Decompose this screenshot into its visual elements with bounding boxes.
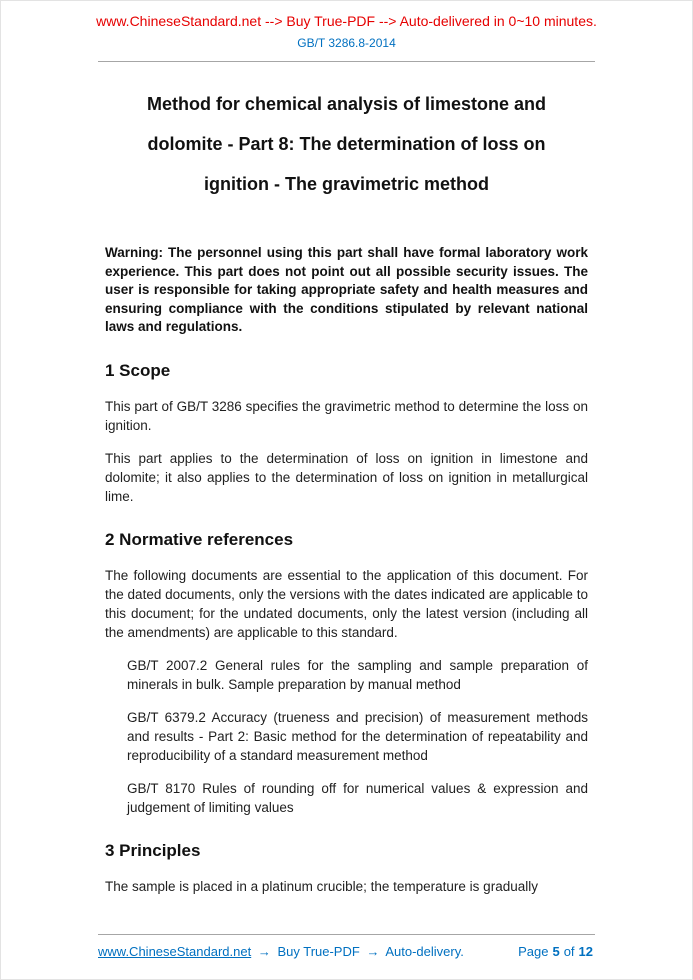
header-divider (98, 61, 595, 62)
scope-paragraph-2: This part applies to the determination of loss on ignition in limestone and dolomite; it also applies to the determination of loss on ignition in metallurgical lime. (105, 450, 588, 504)
title-line-3: ignition - The gravimetric method (203, 174, 490, 194)
footer-site-link[interactable]: www.ChineseStandard.net (98, 944, 252, 959)
section-heading-principles: 3 Principles (105, 840, 201, 860)
title-line-1: Method for chemical analysis of limestone and (146, 94, 547, 114)
reference-item-3: GB/T 8170 Rules of rounding off for numerical values & expression and judgement of limiting values (127, 780, 588, 815)
footer-delivery-text: Auto-delivery. (385, 944, 464, 959)
warning-paragraph: Warning: The personnel using this part shall have formal laboratory work experience. This part does not point out all possible security issues. The user is responsible for taking appropriate safety and health measures and ensuring compliance with the conditions stipulated by relevant national laws and regulations. (105, 245, 588, 334)
footer-divider (98, 934, 595, 935)
page-total: 12 (578, 944, 593, 959)
standard-code: GB/T 3286.8-2014 (297, 36, 396, 50)
principles-paragraph-1: The sample is placed in a platinum crucible; the temperature is gradually (105, 878, 538, 894)
page-indicator (516, 944, 595, 959)
footer-promo (98, 944, 464, 959)
section-heading-scope: 1 Scope (105, 360, 171, 380)
reference-item-2: GB/T 6379.2 Accuracy (trueness and precision) of measurement methods and results - Part 2: Basic method for the determination of repeatability and reproducibility of a standard measurement method (127, 709, 588, 763)
page-of-label: of (563, 944, 575, 959)
document-title (81, 84, 612, 204)
page-current: 5 (552, 944, 560, 959)
scope-paragraph-1: This part of GB/T 3286 specifies the gravimetric method to determine the loss on ignition. (105, 398, 588, 433)
section-heading-normative-references: 2 Normative references (105, 529, 294, 549)
page-label: Page (518, 944, 549, 959)
footer-buy-text: Buy True-PDF (277, 944, 360, 959)
title-line-2: dolomite - Part 8: The determination of loss on (147, 134, 546, 154)
arrow-icon: → (366, 944, 380, 959)
page-footer (1, 934, 692, 979)
reference-item-1: GB/T 2007.2 General rules for the sampling and sample preparation of minerals in bulk. Sample preparation by manual method (127, 657, 588, 692)
normative-intro-paragraph: The following documents are essential to the application of this document. For the dated documents, only the versions with the dates indicated are applicable to this document; for the undated documents, only the latest version (including all the amendments) are applicable to this standard. (105, 567, 588, 640)
promo-banner: www.ChineseStandard.net --> Buy True-PDF --> Auto-delivered in 0~10 minutes. (96, 13, 597, 29)
arrow-icon: → (257, 944, 271, 959)
